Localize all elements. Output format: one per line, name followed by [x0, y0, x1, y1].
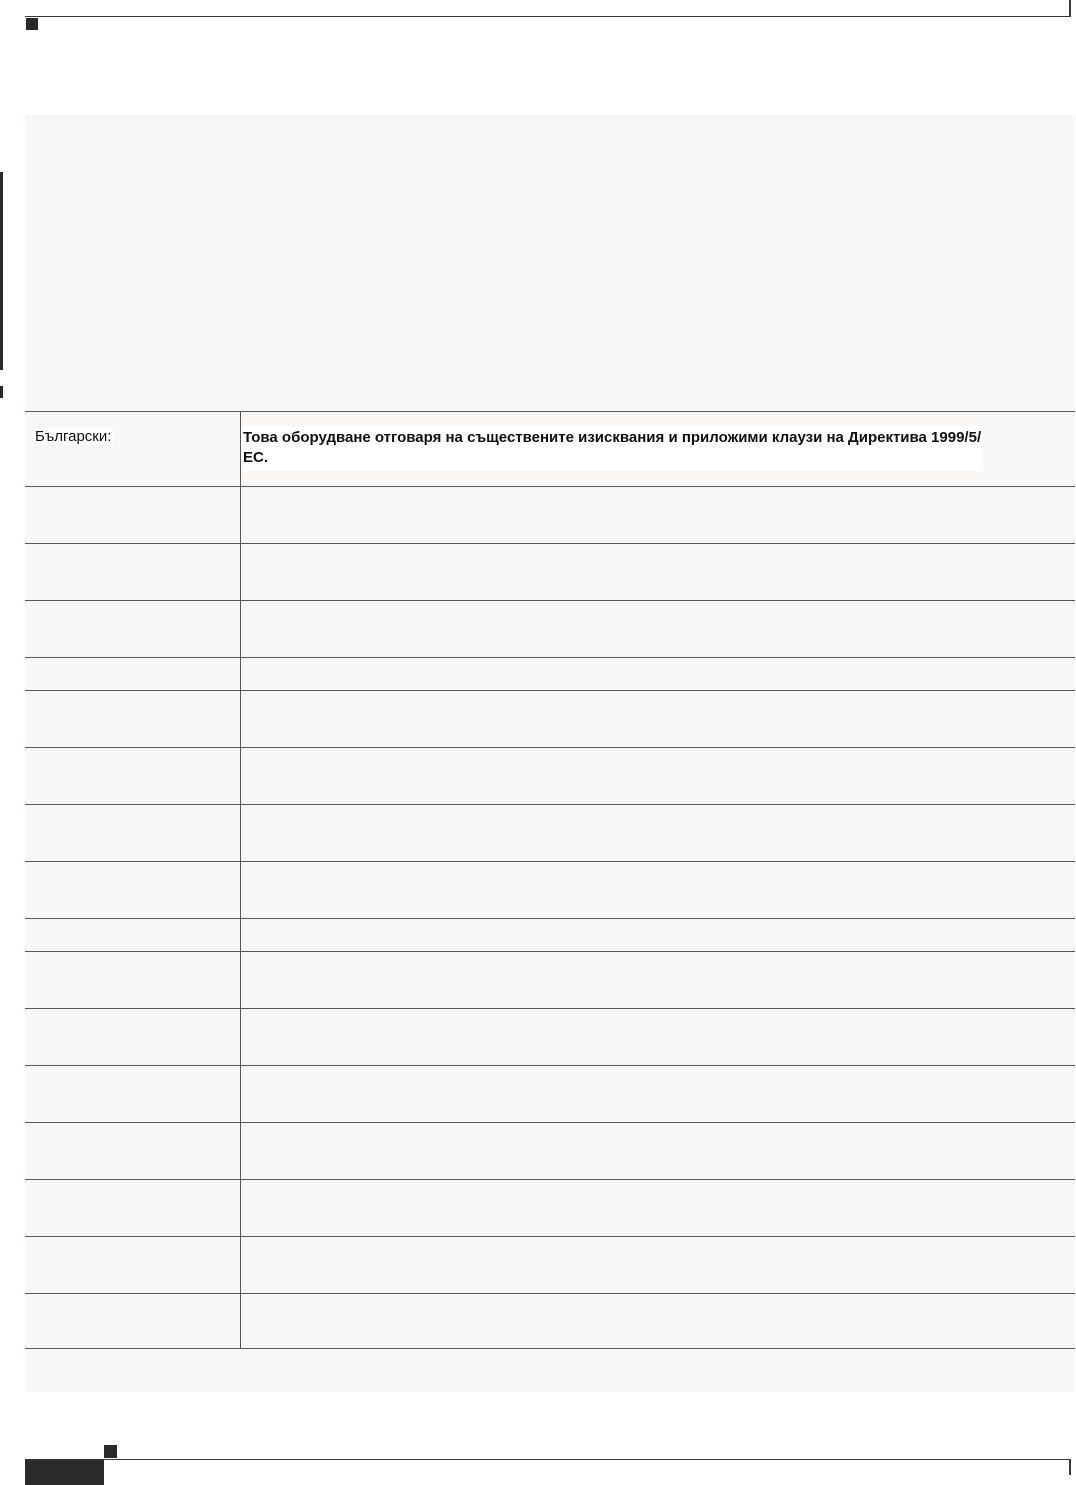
- column-divider: [240, 658, 241, 690]
- table-row: [25, 1008, 1075, 1065]
- column-divider: [240, 919, 241, 951]
- header-corner-mark: [1069, 0, 1071, 17]
- compliance-statement: Това оборудване отговаря на съществените изисквания и приложими клаузи на Директива 1999/5/ЕС.: [241, 426, 983, 471]
- table-row: [25, 543, 1075, 600]
- footer-rule: [25, 1459, 1070, 1460]
- column-divider: [240, 1237, 241, 1293]
- column-divider: [240, 1123, 241, 1179]
- table-row: [25, 1293, 1075, 1349]
- column-divider: [240, 1009, 241, 1065]
- column-divider: [240, 748, 241, 804]
- table-row: [25, 1179, 1075, 1236]
- column-divider: [240, 487, 241, 543]
- header-rule: [25, 16, 1070, 17]
- table-row: [25, 918, 1075, 951]
- table-row: [25, 1236, 1075, 1293]
- content-panel: [25, 115, 1075, 1392]
- footer-square-marker: [104, 1445, 117, 1458]
- table-row: [25, 1065, 1075, 1122]
- table-row: [25, 600, 1075, 657]
- table-row: [25, 747, 1075, 804]
- footer-block: [25, 1460, 104, 1485]
- side-margin-bar: [0, 172, 3, 370]
- column-divider: [240, 544, 241, 600]
- column-divider: [240, 1066, 241, 1122]
- column-divider: [240, 601, 241, 657]
- column-divider: [240, 952, 241, 1008]
- column-divider: [240, 1180, 241, 1236]
- table-row: [25, 657, 1075, 690]
- table-row: [25, 804, 1075, 861]
- column-divider: [240, 862, 241, 918]
- table-row: [25, 1122, 1075, 1179]
- declaration-table: [25, 411, 1075, 1349]
- table-row: [25, 951, 1075, 1008]
- table-row: [25, 486, 1075, 543]
- table-row: [25, 861, 1075, 918]
- column-divider: [240, 691, 241, 747]
- side-margin-tick: [0, 386, 3, 398]
- footer-corner-mark: [1069, 1459, 1071, 1475]
- language-label: Български:: [35, 428, 112, 445]
- table-row: [25, 411, 1075, 486]
- table-row: [25, 690, 1075, 747]
- column-divider: [240, 805, 241, 861]
- header-square-marker: [26, 18, 38, 30]
- column-divider: [240, 1294, 241, 1348]
